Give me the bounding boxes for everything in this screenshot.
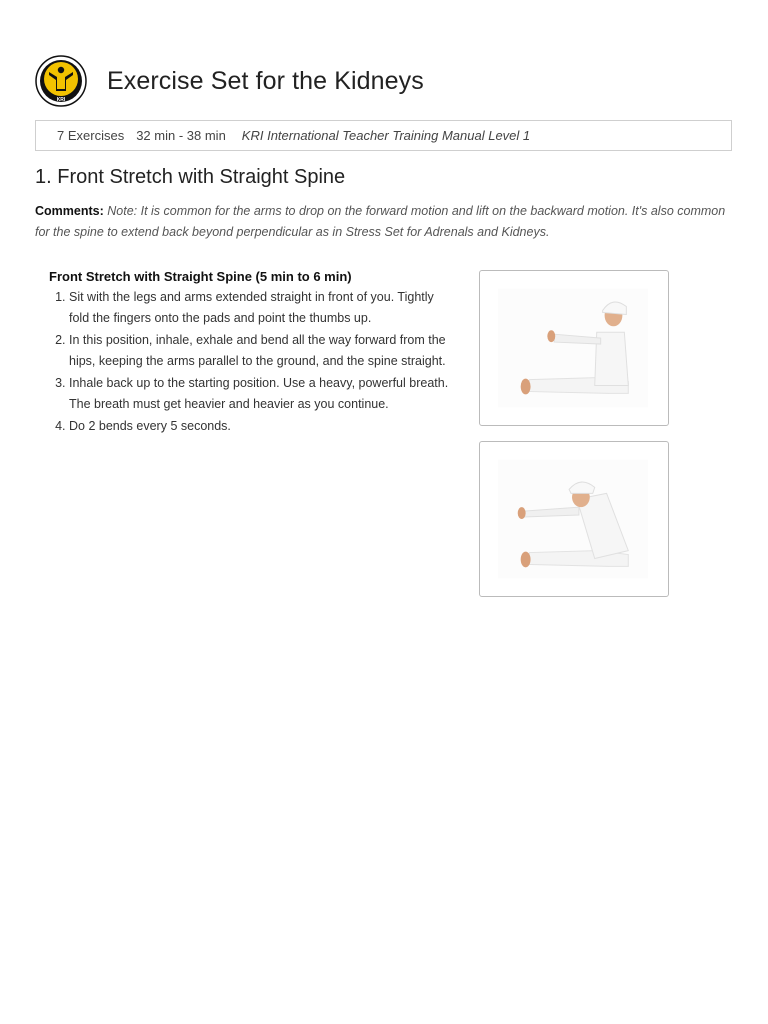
kri-logo: [35, 55, 87, 107]
source-manual: KRI International Teacher Training Manual Level 1: [241, 128, 531, 143]
step-item: 4. Do 2 bends every 5 seconds.: [69, 416, 455, 437]
comments-text: Note: It is common for the arms to drop on the forward motion and lift on the backward motion. It's also common for the spine to extend back beyond perpendicular as in Stress Set for Adrenals and Kidneys.: [35, 204, 726, 239]
pose-image-upright: [479, 270, 669, 426]
page-header: [35, 50, 424, 113]
comments: [35, 201, 735, 243]
comments-label: Comments:: [35, 204, 104, 218]
page-title: Exercise Set for the Kidneys: [107, 66, 424, 95]
duration: 32 min - 38 min: [136, 128, 226, 143]
steps-title: Front Stretch with Straight Spine (5 min to 6 min): [49, 269, 352, 284]
step-item: 1. Sit with the legs and arms extended straight in front of you. Tightly fold the fingers onto the pads and point the thumbs up.: [69, 287, 455, 329]
step-item: 3. Inhale back up to the starting position. Use a heavy, powerful breath. The breath must get heavier and heavier as you continue.: [69, 373, 455, 415]
exercise-count: 7 Exercises: [57, 128, 125, 143]
logo-text: KRI: [56, 97, 66, 104]
exercise-title: 1. Front Stretch with Straight Spine: [35, 166, 346, 188]
step-item: 2. In this position, inhale, exhale and bend all the way forward from the hips, keeping the arms parallel to the ground, and the spine straight.: [69, 330, 455, 372]
steps-list: [35, 287, 455, 438]
pose-image-forward: [479, 441, 669, 597]
set-info-bar: [35, 120, 732, 151]
